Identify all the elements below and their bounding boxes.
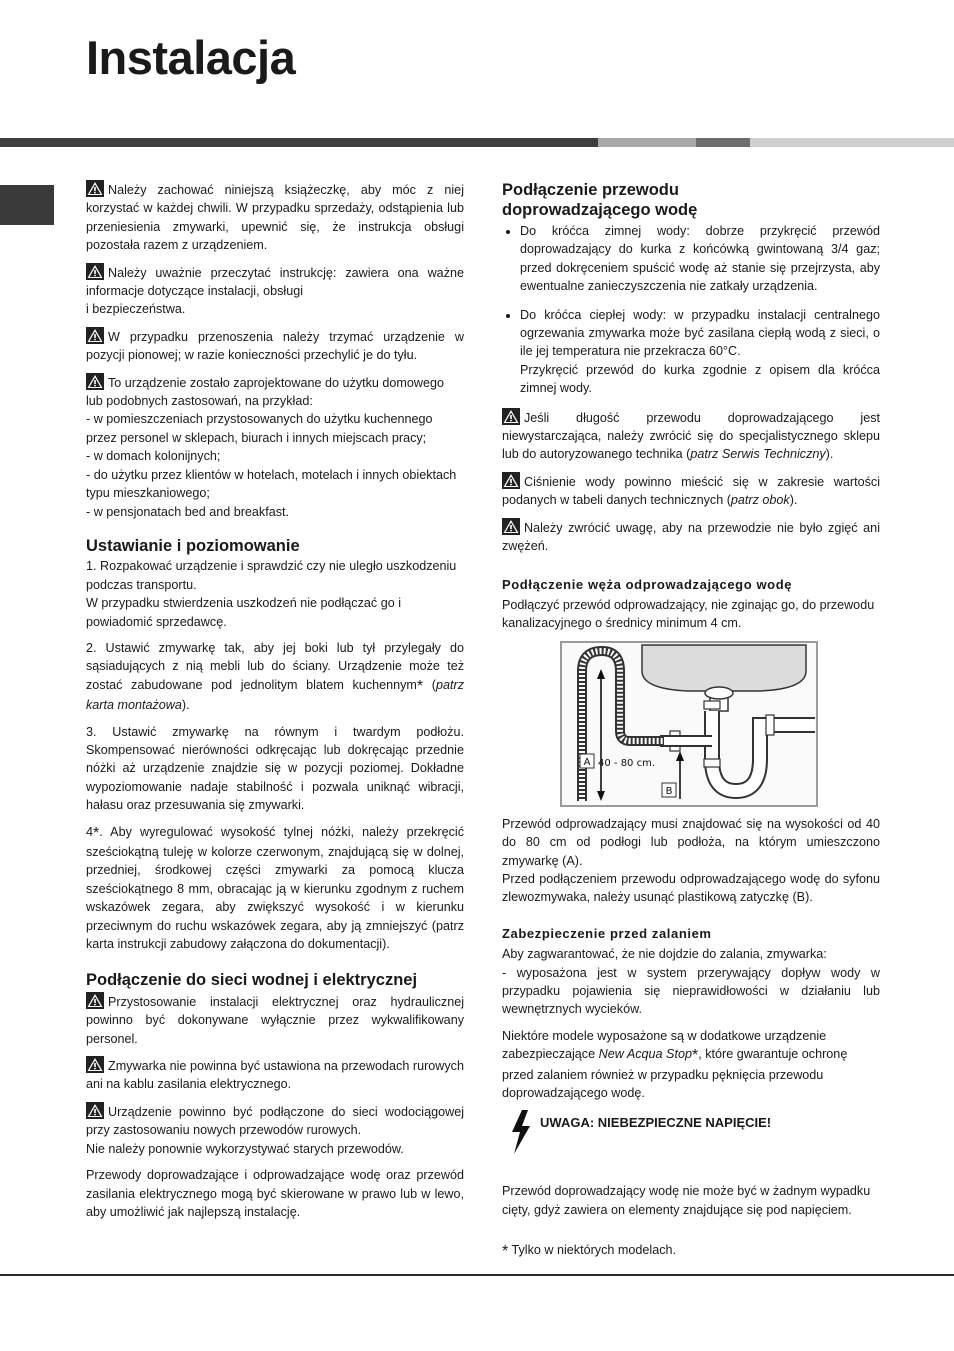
warning-paragraph xyxy=(86,180,464,255)
paragraph-text: Aby zagwarantować, że nie dojdzie do zalania, zmywarka: xyxy=(502,947,827,962)
paragraph xyxy=(502,1027,880,1103)
warning-icon xyxy=(502,472,520,489)
paragraph-text: ( xyxy=(423,677,436,692)
list-item: - w domach kolonijnych; xyxy=(86,449,221,464)
section-heading: Ustawianie i poziomowanie xyxy=(86,536,300,555)
footnote-text: Tylko w niektórych modelach. xyxy=(511,1243,677,1258)
footer-rule xyxy=(0,1274,954,1276)
paragraph-text: 2. Ustawić zmywarkę tak, aby jej boki lub tył przylegały do sąsiadujących z nią mebli lub do ściany. Urządzenie może też zostać zabudowane pod jednolitym blatem kuchennym xyxy=(86,640,464,692)
warning-icon xyxy=(86,180,104,197)
paragraph: 3. Ustawić zmywarkę na równym i twardym podłożu. Skompensować nierówności odkręcając lub dokręcając przednie nóżki aż urządzenie znajdzie się w pozycji poziomej. Dokładne wypoziomowanie nadaje stabilność i pozwala uniknąć wibracji, hałasu oraz przesuwania się zmywarki. xyxy=(86,724,464,813)
header-bar-segment-1 xyxy=(0,138,598,147)
label-b: B xyxy=(665,785,673,797)
list-item: - w pomieszczeniach przystosowanych do użytku kuchennego przez personel w sklepach, biurach i innych miejscach pracy; xyxy=(86,412,433,445)
left-column xyxy=(86,180,464,1229)
warning-text: Należy zachować niniejszą książeczkę, aby móc z niej korzystać w każdej chwili. W przypadku sprzedaży, odstąpienia lub przeniesienia zmywarki, upewnić się, że instrukcja obsługi pozostała razem z urządzeniem. xyxy=(86,183,464,253)
paragraph-text: ). xyxy=(181,698,190,713)
bullet-list xyxy=(502,222,880,398)
warning-icon xyxy=(86,327,104,344)
danger-voltage-notice xyxy=(510,1110,880,1154)
warning-paragraph xyxy=(86,263,464,319)
warning-icon xyxy=(86,992,104,1009)
warning-text: Przystosowanie instalacji elektrycznej oraz hydraulicznej powinno być dokonywane wyłącznie przez wykwalifikowany personel. xyxy=(86,994,464,1046)
paragraph-text: 1. Rozpakować urządzenie i sprawdzić czy nie uległo uszkodzeniu podczas transportu. xyxy=(86,559,457,592)
warning-text: Urządzenie powinno być podłączone do sieci wodociągowej przy zastosowaniu nowych przewodów rurowych. xyxy=(86,1104,464,1138)
warning-icon xyxy=(502,518,520,535)
product-name: New Acqua Stop xyxy=(598,1047,692,1062)
warning-text: Zmywarka nie powinna być ustawiona na przewodach rurowych ani na kablu zasilania elektrycznego. xyxy=(86,1059,464,1092)
paragraph-text: 4 xyxy=(86,824,94,839)
paragraph: Podłączyć przewód odprowadzający, nie zginając go, do przewodu kanalizacyjnego o średnicy minimum 4 cm. xyxy=(502,597,875,631)
height-range-label: 40 - 80 cm. xyxy=(598,757,656,769)
subsection-heading: Zabezpieczenie przed zalaniem xyxy=(502,925,712,941)
warning-paragraph xyxy=(86,992,464,1048)
warning-paragraph xyxy=(86,1102,464,1158)
paragraph xyxy=(502,945,880,1019)
warning-text: i bezpieczeństwa. xyxy=(86,302,186,317)
warning-text: Jeśli długość przewodu doprowadzającego jest niewystarczająca, należy zwrócić się do specjalistycznego sklepu lub do autoryzowanego technika ( xyxy=(502,410,880,462)
warning-text: ). xyxy=(789,493,798,508)
warning-paragraph xyxy=(502,518,880,556)
warning-paragraph xyxy=(86,373,464,521)
right-column xyxy=(502,180,880,1270)
reference-text: patrz obok xyxy=(730,493,790,508)
warning-icon xyxy=(86,1102,104,1119)
header-bar-segment-4 xyxy=(750,138,954,147)
paragraph xyxy=(86,639,464,715)
warning-text: Należy zwrócić uwagę, aby na przewodzie nie było zgięć ani zwężeń. xyxy=(502,520,880,554)
paragraph xyxy=(502,815,880,907)
footnote-star: * xyxy=(502,1243,509,1261)
list-item-text: Przykręcić przewód do kurka zgodnie z opisem dla króćca zimnej wody. xyxy=(520,362,880,396)
paragraph: Przewód doprowadzający wodę nie może być w żadnym wypadku cięty, gdyż zawiera on elementy znajdujące się pod napięciem. xyxy=(502,1184,871,1217)
warning-text: Ciśnienie wody powinno mieścić się w zakresie wartości podanych w tabeli danych technicznych ( xyxy=(502,474,880,508)
drain-hose-diagram xyxy=(560,641,818,807)
footnote-star: * xyxy=(93,824,100,842)
side-tab xyxy=(0,185,54,225)
subsection-heading: Podłączenie węża odprowadzającego wodę xyxy=(502,576,793,592)
list-item xyxy=(520,306,880,398)
warning-paragraph xyxy=(86,1056,464,1094)
paragraph xyxy=(86,823,464,954)
lightning-bolt-icon xyxy=(510,1110,532,1154)
label-a: A xyxy=(583,756,591,768)
warning-text: Należy uważnie przeczytać instrukcję: zawiera ona ważne informacje dotyczące instalacji, obsługi xyxy=(86,265,464,299)
footnote-star: * xyxy=(416,677,424,695)
warning-icon xyxy=(86,263,104,280)
header-bar-segment-3 xyxy=(696,138,750,147)
reference-text: patrz Serwis Techniczny xyxy=(690,447,826,462)
paragraph xyxy=(86,557,464,631)
warning-icon xyxy=(86,373,104,390)
section-heading: Podłączenie do sieci wodnej i elektrycznej xyxy=(86,971,418,990)
list-item: - w pensjonatach bed and breakfast. xyxy=(86,504,290,519)
page-title: Instalacja xyxy=(86,31,296,84)
section-heading: Podłączenie przewodu doprowadzającego wodę xyxy=(502,181,698,219)
paragraph-text: , które gwarantuje ochronę przed zalaniem również w przypadku pęknięcia przewodu doprowadzającego wodę. xyxy=(502,1047,848,1100)
warning-text: W przypadku przenoszenia należy trzymać urządzenie w pozycji pionowej; w razie konieczności przechylić je do tyłu. xyxy=(86,329,464,363)
paragraph-text: - wyposażona jest w system przerywający dopływ wody w przypadku pojawienia się nieprawidłowości w działaniu lub wewnętrznych wycieków. xyxy=(502,965,880,1017)
warning-paragraph xyxy=(502,472,880,510)
list-item: • Do króćca zimnej wody: dobrze przykręcić przewód doprowadzający do kurka z końcówką gwintowaną 3/4 gaz; przed dokręceniem spuścić wodę aż stanie się przejrzysta, aby ewentualne zanieczyszczenia nie zatkały urządzenia. xyxy=(520,222,880,296)
reference-text: patrz karta montażowa xyxy=(86,677,464,713)
paragraph-text: Przewód odprowadzający musi znajdować się na wysokości od 40 do 80 cm od podłogi lub podłoża, na którym umieszczono zmywarkę (A). xyxy=(502,816,880,868)
warning-icon xyxy=(86,1056,104,1073)
danger-text: UWAGA: NIEBEZPIECZNE NAPIĘCIE! xyxy=(540,1115,772,1131)
warning-paragraph xyxy=(502,408,880,464)
paragraph: Przewody doprowadzające i odprowadzające wodę oraz przewód zasilania elektrycznego mogą być skierowane w prawo lub w lewo, aby umożliwić jak najlepszą instalację. xyxy=(86,1168,464,1219)
list-item-text: Do króćca ciepłej wody: w przypadku instalacji centralnego ogrzewania zmywarka może być zasilana ciepłą wodą z sieci, o ile jej temperatura nie przekracza 60°C. xyxy=(520,307,880,359)
warning-icon xyxy=(502,408,520,425)
paragraph-text: W przypadku stwierdzenia uszkodzeń nie podłączać go i powiadomić sprzedawcę. xyxy=(86,596,402,629)
warning-text: Nie należy ponownie wykorzystywać starych przewodów. xyxy=(86,1141,404,1156)
paragraph-text: Przed podłączeniem przewodu odprowadzającego wodę do syfonu zlewozmywaka, należy usunąć plastikową zatyczkę (B). xyxy=(502,871,880,905)
footnote xyxy=(502,1241,880,1261)
warning-text: ). xyxy=(825,447,834,462)
header-bar-segment-2 xyxy=(598,138,696,147)
paragraph-text: . Aby wyregulować wysokość tylnej nóżki, należy przekręcić sześciokątną tuleję w kolorze czerwonym, znajdującą się w dolnej, przedniej, środkowej części zmywarki za pomocą klucza sześciokątnego 8 mm, obracając ją w kierunku zgodnym z ruchem wskazówek zegara, aby zwiększyć wysokość i w kierunku przeciwnym do ruchu wskazówek zegara, aby ją zmniejszyć (patrz karta instrukcji zabudowy załączona do dokumentacji). xyxy=(86,824,464,952)
paragraph-text: Niektóre modele wyposażone są w dodatkowe urządzenie zabezpieczające xyxy=(502,1028,827,1062)
footnote-star: * xyxy=(691,1047,699,1065)
warning-paragraph xyxy=(86,327,464,365)
list-item: - do użytku przez klientów w hotelach, motelach i innych obiektach typu mieszkaniowego; xyxy=(86,467,457,501)
warning-text: To urządzenie zostało zaprojektowane do użytku domowego lub podobnych zastosowań, na przykład: xyxy=(86,375,445,409)
